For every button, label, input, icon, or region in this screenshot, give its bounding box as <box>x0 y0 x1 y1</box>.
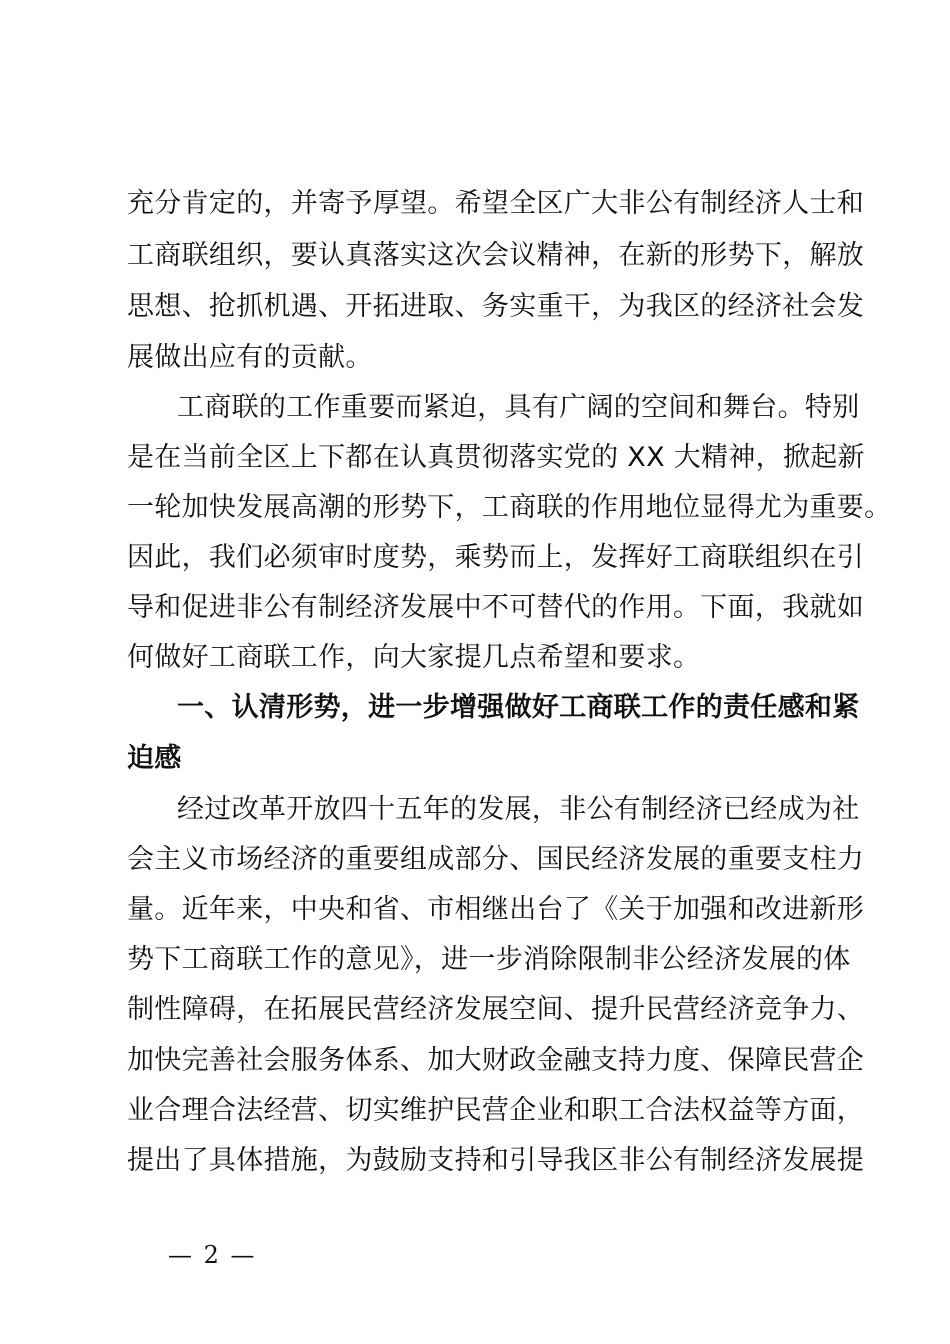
body-text-line: 会主义市场经济的重要组成部分、国民经济发展的重要支柱力 <box>127 844 865 875</box>
page-number: — 2 — <box>168 1241 257 1269</box>
body-text-line: 充分肯定的，并寄予厚望。希望全区广大非公有制经济人士和 <box>127 188 865 219</box>
body-text-line: 加快完善社会服务体系、加大财政金融支持力度、保障民营企 <box>127 1045 865 1076</box>
section-heading-line: 迫感 <box>127 743 182 774</box>
body-text-line: 量。近年来，中央和省、市相继出台了《关于加强和改进新形 <box>127 894 865 925</box>
body-text-line: 导和促进非公有制经济发展中不可替代的作用。下面，我就如 <box>127 592 865 623</box>
body-text-line: 因此，我们必须审时度势，乘势而上，发挥好工商联组织在引 <box>127 542 865 573</box>
body-text-line: 工商联组织，要认真落实这次会议精神，在新的形势下，解放 <box>127 240 865 271</box>
body-text-line: 经过改革开放四十五年的发展，非公有制经济已经成为社 <box>177 794 860 825</box>
body-text-line: 业合理合法经营、切实维护民营企业和职工合法权益等方面， <box>127 1095 865 1126</box>
body-text-line: 制性障碍，在拓展民营经济发展空间、提升民营经济竞争力、 <box>127 994 865 1025</box>
body-text-line: 是在当前全区上下都在认真贯彻落实党的 XX 大精神，掀起新 <box>127 442 865 473</box>
body-text-line: 工商联的工作重要而紧迫，具有广阔的空间和舞台。特别 <box>177 392 860 423</box>
body-text-line: 思想、抢抓机遇、开拓进取、务实重干，为我区的经济社会发 <box>127 291 865 322</box>
body-text-line: 展做出应有的贡献。 <box>127 342 373 373</box>
body-text-line: 势下工商联工作的意见》，进一步消除限制非公经济发展的体 <box>127 944 851 975</box>
section-heading-line: 一、认清形势，进一步增强做好工商联工作的责任感和紧 <box>177 692 860 723</box>
body-text-line: 何做好工商联工作，向大家提几点希望和要求。 <box>127 642 701 673</box>
body-text-line: 一轮加快发展高潮的形势下，工商联的作用地位显得尤为重要。 <box>127 492 892 523</box>
body-text-line: 提出了具体措施，为鼓励支持和引导我区非公有制经济发展提 <box>127 1145 865 1176</box>
